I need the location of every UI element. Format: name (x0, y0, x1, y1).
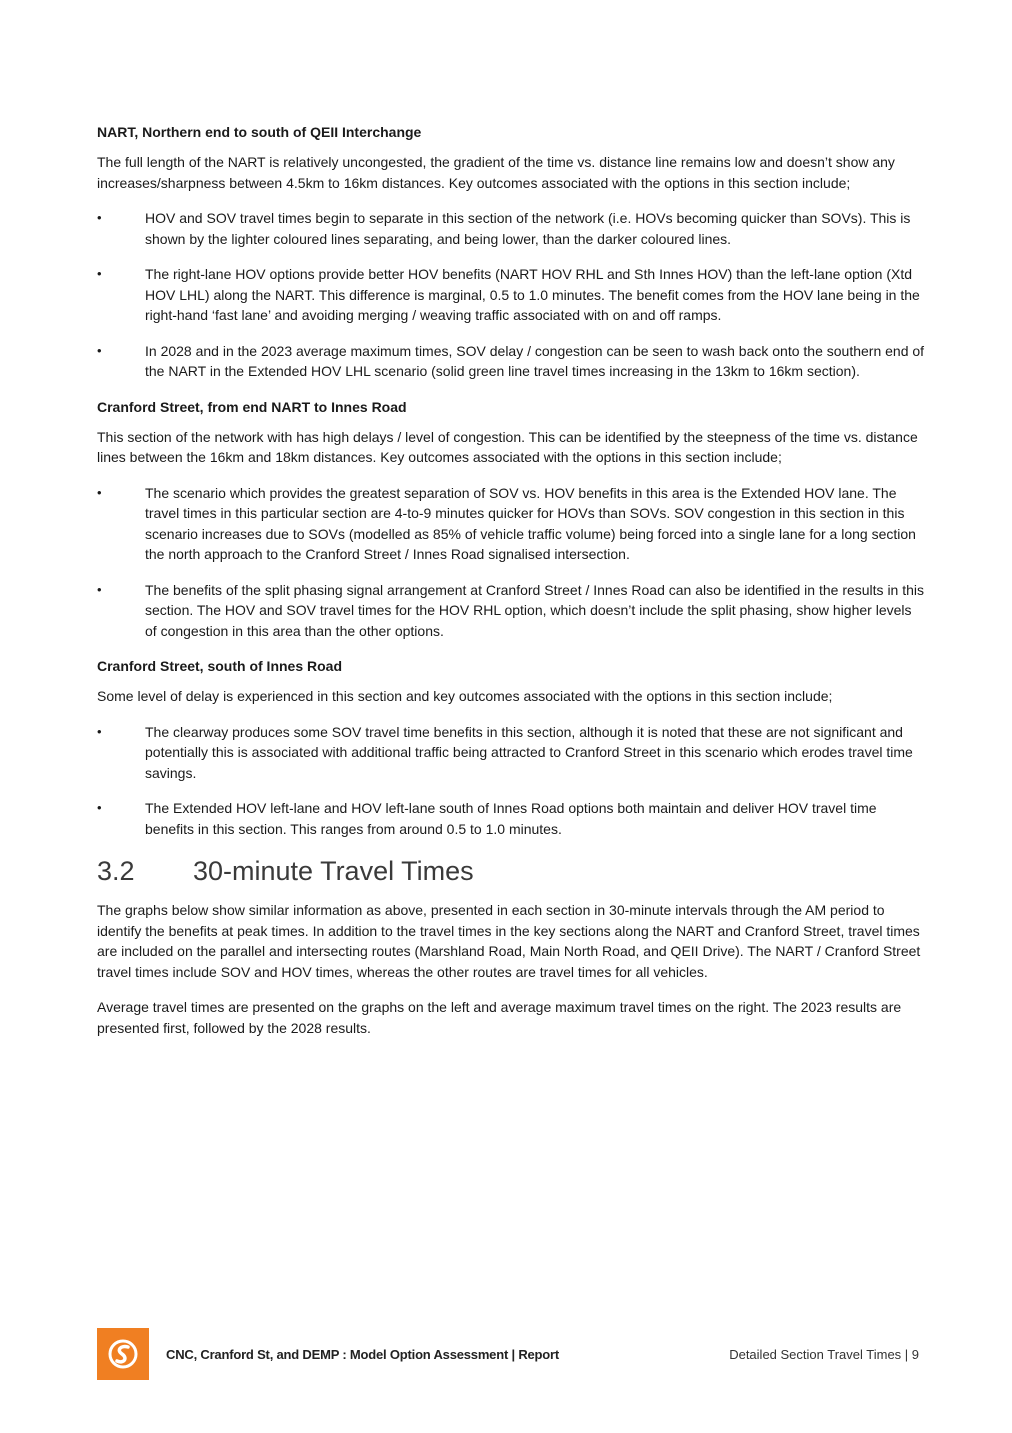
bullet-icon: • (97, 484, 102, 500)
bullet-list-cranford-south (97, 722, 927, 840)
paragraph-cranford-north-intro: This section of the network with has high delays / level of congestion. This can be identified by the steepness of the time vs. distance lines between the 16km and 18km distances. Key outcomes associated with the options in this section include; (97, 428, 918, 465)
list-item-text: The benefits of the split phasing signal arrangement at Cranford Street / Innes Road can also be identified in the results in this section. The HOV and SOV travel times for the HOV RHL option, which doesn’t include the split phasing, show higher levels of congestion in this area than the other options. (145, 581, 925, 639)
footer-report-title: CNC, Cranford St, and DEMP : Model Option Assessment | Report (166, 1347, 560, 1362)
list-item (97, 722, 927, 784)
bullet-list-nart (97, 208, 927, 382)
stantec-logo-icon (97, 1328, 149, 1380)
section-number: 3.2 (97, 856, 135, 886)
sub-heading-cranford-north: Cranford Street, from end NART to Innes Road (97, 398, 407, 415)
list-item (97, 483, 927, 565)
sub-heading-nart: NART, Northern end to south of QEII Interchange (97, 124, 422, 140)
list-item-text: The clearway produces some SOV travel time benefits in this section, although it is noted that these are not significant and potentially this is associated with additional traffic being attracted to Cranford Street in this scenario which erodes travel time savings. (145, 723, 913, 781)
list-item (97, 208, 927, 249)
list-item-text: HOV and SOV travel times begin to separate in this section of the network (i.e. HOVs becoming quicker than SOVs). This is shown by the lighter coloured lines separating, and being lower, than the darker coloured lines. (145, 210, 911, 247)
section-heading-3-2 (97, 854, 927, 888)
bullet-icon: • (97, 266, 102, 281)
bullet-list-cranford-north (97, 483, 927, 642)
list-item (97, 264, 927, 326)
sub-heading-cranford-south: Cranford Street, south of Innes Road (97, 658, 343, 674)
bullet-icon: • (97, 800, 102, 815)
paragraph-nart-intro: The full length of the NART is relatively uncongested, the gradient of the time vs. distance line remains low and doesn’t show any increases/sharpness between 4.5km to 16km distances. Key outcomes associated with the options in this section include; (97, 154, 895, 191)
list-item-text: The right-lane HOV options provide better HOV benefits (NART HOV RHL and Sth Innes HOV) than the left-lane option (Xtd HOV LHL) along the NART. This difference is marginal, 0.5 to 1.0 minutes. The benefit comes from the HOV lane being in the right-hand ‘fast lane’ and avoiding merging / weaving traffic associated with on and off ramps. (145, 266, 920, 323)
page-content (97, 122, 927, 1053)
list-item (97, 798, 927, 839)
bullet-icon: • (97, 581, 102, 597)
list-item-text: The Extended HOV left-lane and HOV left-lane south of Innes Road options both maintain and deliver HOV travel time benefits in this section. This ranges from around 0.5 to 1.0 minutes. (145, 800, 877, 837)
paragraph-3-2-second: Average travel times are presented on the graphs on the left and average maximum travel times on the right. The 2023 results are presented first, followed by the 2028 results. (97, 999, 902, 1036)
bullet-icon: • (97, 723, 102, 739)
list-item-text: In 2028 and in the 2023 average maximum times, SOV delay / congestion can be seen to wash back onto the southern end of the NART in the Extended HOV LHL scenario (solid green line travel times increasing in the 13km to 16km section). (145, 342, 925, 379)
footer-page-label: Detailed Section Travel Times | 9 (729, 1347, 919, 1362)
bullet-icon: • (97, 342, 102, 358)
page-footer (97, 1328, 923, 1380)
list-item (97, 580, 927, 642)
bullet-icon: • (97, 210, 102, 225)
list-item-text: The scenario which provides the greatest separation of SOV vs. HOV benefits in this area is the Extended HOV lane. The travel times in this particular section are 4-to-9 minutes quicker for HOVs than SOVs. SOV congestion in this section in this scenario increases due to SOVs (modelled as 85% of vehicle traffic volume) being forced into a single lane for a long section the north approach to the Cranford Street / Innes Road signalised intersection. (145, 484, 916, 562)
paragraph-3-2-first: The graphs below show similar information as above, presented in each section in 30-minute intervals through the AM period to identify the benefits at peak times. In addition to the travel times in the key sections along the NART and Cranford Street, travel times are included on the parallel and intersecting routes (Marshland Road, Main North Road, and QEII Drive). The NART / Cranford Street travel times include SOV and HOV times, whereas the other routes are travel times for all vehicles. (97, 902, 921, 980)
paragraph-cranford-south-intro: Some level of delay is experienced in this section and key outcomes associated with the options in this section include; (97, 688, 833, 704)
section-title: 30-minute Travel Times (193, 856, 474, 886)
list-item (97, 341, 927, 382)
